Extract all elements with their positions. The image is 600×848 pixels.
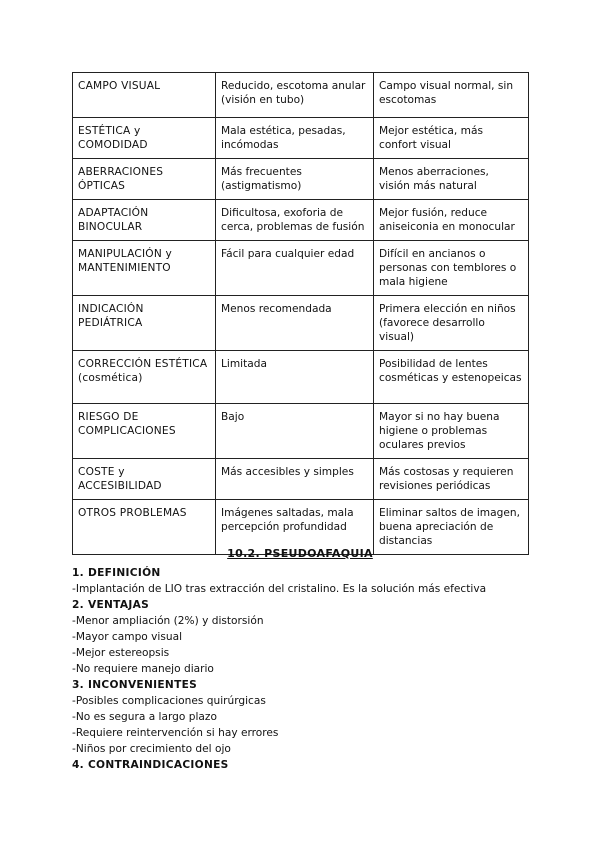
table-row [73,296,529,351]
list-item: -Implantación de LIO tras extracción del cristalino. Es la solución más efectiva [72,583,487,595]
table-cell: Mayor si no hay buena higiene o problemas oculares previos [374,404,529,459]
advantages-heading: 2. VENTAJAS [72,599,150,611]
list-item: -Niños por crecimiento del ojo [72,743,231,755]
table-row [73,118,529,159]
table-cell: Bajo [216,404,374,459]
table-cell: Reducido, escotoma anular (visión en tubo) [216,73,374,118]
table-cell: Imágenes saltadas, mala percepción profundidad [216,500,374,555]
table-cell: Mejor estética, más confort visual [374,118,529,159]
row-label: RIESGO DE COMPLICACIONES [73,404,216,459]
table-cell: Mejor fusión, reduce aniseiconia en monocular [374,200,529,241]
row-label: ESTÉTICA y COMODIDAD [73,118,216,159]
table-cell: Más frecuentes (astigmatismo) [216,159,374,200]
row-label: ADAPTACIÓN BINOCULAR [73,200,216,241]
list-item: -Posibles complicaciones quirúrgicas [72,695,266,707]
comparison-table [72,72,529,555]
row-label: COSTE y ACCESIBILIDAD [73,459,216,500]
list-item: -No requiere manejo diario [72,663,214,675]
table-row [73,200,529,241]
table-row [73,404,529,459]
list-item: -Requiere reintervención si hay errores [72,727,279,739]
row-label: MANIPULACIÓN y MANTENIMIENTO [73,241,216,296]
list-item: -Mejor estereopsis [72,647,170,659]
row-label: INDICACIÓN PEDIÁTRICA [73,296,216,351]
table-row [73,351,529,404]
table-cell: Primera elección en niños (favorece desarrollo visual) [374,296,529,351]
row-label: OTROS PROBLEMAS [73,500,216,555]
table-cell: Limitada [216,351,374,404]
table-cell: Menos aberraciones, visión más natural [374,159,529,200]
definition-heading: 1. DEFINICIÓN [72,567,161,579]
table-row [73,73,529,118]
table-cell: Campo visual normal, sin escotomas [374,73,529,118]
table-cell: Eliminar saltos de imagen, buena apreciación de distancias [374,500,529,555]
table-cell: Difícil en ancianos o personas con temblores o mala higiene [374,241,529,296]
contraindications-heading: 4. CONTRAINDICACIONES [72,759,229,771]
table-cell: Fácil para cualquier edad [216,241,374,296]
section-title: 10.2. PSEUDOAFAQUIA [227,547,373,560]
row-label: CORRECCIÓN ESTÉTICA (cosmética) [73,351,216,404]
table-cell: Menos recomendada [216,296,374,351]
table-row [73,159,529,200]
table-cell: Mala estética, pesadas, incómodas [216,118,374,159]
disadvantages-heading: 3. INCONVENIENTES [72,679,198,691]
list-item: -Menor ampliación (2%) y distorsión [72,615,264,627]
row-label: CAMPO VISUAL [73,73,216,118]
list-item: -No es segura a largo plazo [72,711,217,723]
pseudoafaquia-section [72,547,528,773]
table-cell: Más accesibles y simples [216,459,374,500]
table-cell: Más costosas y requieren revisiones periódicas [374,459,529,500]
table-cell: Dificultosa, exoforia de cerca, problemas de fusión [216,200,374,241]
row-label: ABERRACIONES ÓPTICAS [73,159,216,200]
table-row [73,241,529,296]
table-row [73,459,529,500]
list-item: -Mayor campo visual [72,631,183,643]
table-cell: Posibilidad de lentes cosméticas y estenopeicas [374,351,529,404]
